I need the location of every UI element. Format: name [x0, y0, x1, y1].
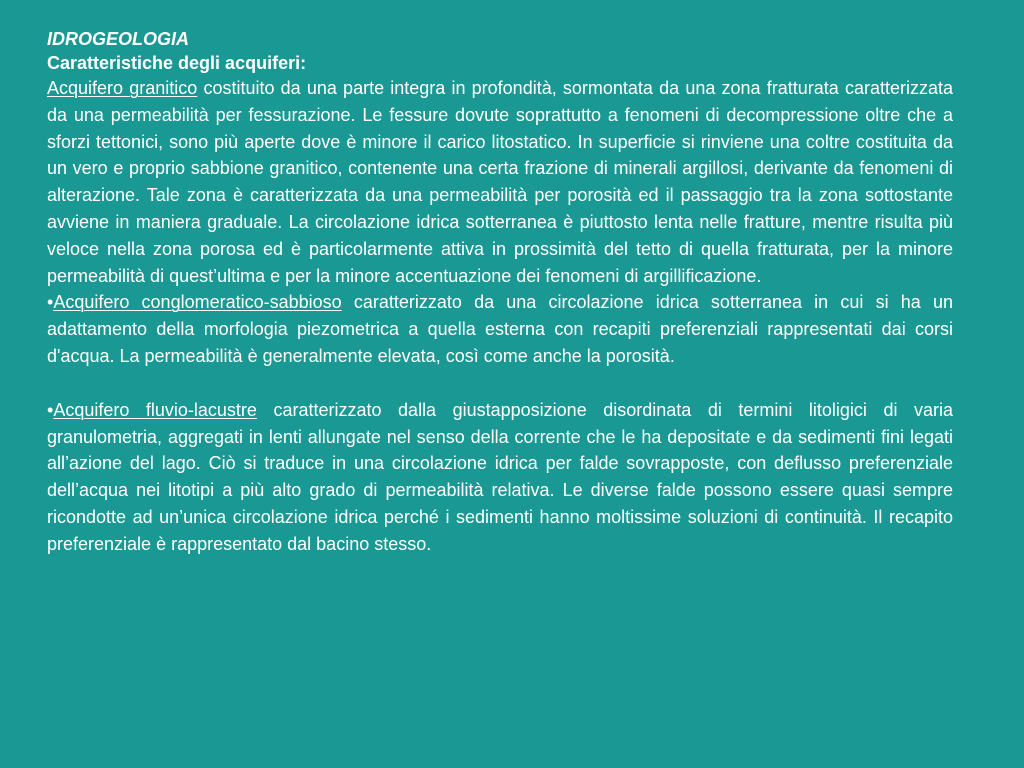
bullet: •: [47, 399, 54, 420]
term-acquifero-conglomeratico: Acquifero conglomeratico-sabbioso: [53, 292, 342, 313]
paragraph-text: caratterizzato da una circolazione idrica sotterranea in cui si ha un adattamento della morfologia piezometrica a quella esterna con recapiti preferenziali rappresentati dai corsi d'acqua. La permeabilità è generalmente elevata, così come anche la porosità.: [47, 292, 953, 366]
paragraph-acquifero-fluvio-lacustre: [47, 397, 953, 558]
slide-content: [47, 27, 953, 558]
bullet: •: [47, 292, 54, 313]
slide-subtitle: Caratteristiche degli acquiferi:: [47, 53, 307, 73]
paragraph-text: caratterizzato dalla giustapposizione disordinata di termini litoligici di varia granulometria, aggregati in lenti allungate nel senso della corrente che le ha depositate e da sedimenti fini legati all’azione del lago. Ciò si traduce in una circolazione idrica per falde sovrapposte, con deflusso preferenziale dell’acqua nei litotipi a più alto grado di permeabilità relativa. Le diverse falde possono essere quasi sempre ricondotte ad un’unica circolazione idrica perché i sedimenti hanno moltissime soluzioni di continuità. Il recapito preferenziale è rappresentato dal bacino stesso.: [47, 399, 953, 554]
slide-title: IDROGEOLOGIA: [47, 29, 190, 49]
spacer: [47, 370, 953, 397]
term-acquifero-fluvio-lacustre: Acquifero fluvio-lacustre: [53, 399, 257, 420]
paragraph-acquifero-conglomeratico: [47, 289, 953, 369]
paragraph-acquifero-granitico: [47, 75, 953, 289]
paragraph-text: costituito da una parte integra in profondità, sormontata da una zona fratturata caratterizzata da una permeabilità per fessurazione. Le fessure dovute soprattutto a fenomeni di decompressione oltre che a sforzi tettonici, sono più aperte dove è minore il carico litostatico. In superficie si rinviene una coltre costituita da un vero e proprio sabbione granitico, contenente una certa frazione di minerali argillosi, derivante da fenomeni di alterazione. Tale zona è caratterizzata da una permeabilità per porosità ed il passaggio tra la zona sottostante avviene in maniera graduale. La circolazione idrica sotterranea è piuttosto lenta nelle fratture, mentre risulta più veloce nella zona porosa ed è particolarmente attiva in prossimità del tetto di quella fratturata, per la minore permeabilità di quest’ultima e per la minore accentuazione dei fenomeni di argillificazione.: [47, 78, 953, 286]
term-acquifero-granitico: Acquifero granitico: [47, 78, 198, 98]
